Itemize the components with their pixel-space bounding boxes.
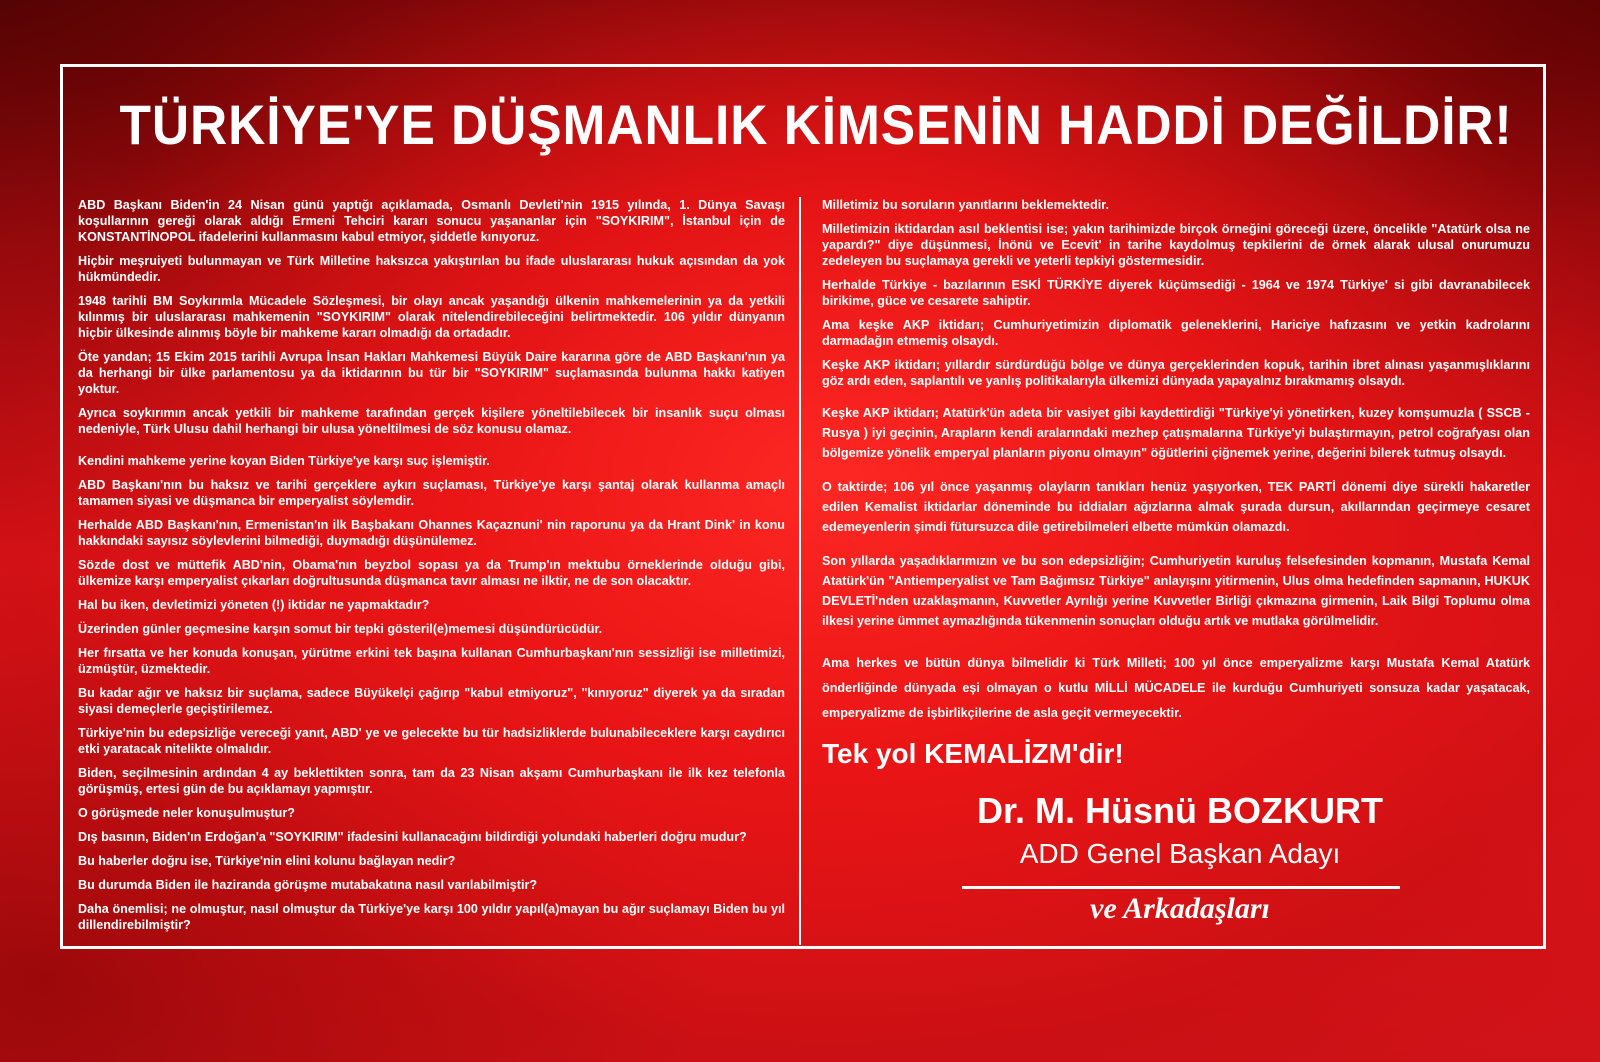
paragraph: 1948 tarihli BM Soykırımla Mücadele Sözleşmesi, bir olayı ancak yaşandığı ülkenin mahkemelerinin ya da yetkili kılınmış bir uluslararası mahkemenin "SOYKIRIM" olarak nitelendirebileceğini belirtmektedir. 106 yıldır dünyanın hiçbir ülkesinde alınmış böyle bir mahkeme kararı olmadığı da ortadadır. (78, 294, 785, 340)
signature-name: Dr. M. Hüsnü BOZKURT (977, 790, 1383, 831)
right-text-column (822, 197, 1530, 734)
paragraph: Bu kadar ağır ve haksız bir suçlama, sadece Büyükelçi çağırıp "kabul etmiyoruz", "kınıyoruz" diyerek ya da sıradan siyasi demeçlerle geçiştirilemez. (78, 686, 785, 716)
left-text-column (78, 197, 785, 941)
paragraph: Herhalde Türkiye - bazılarının ESKİ TÜRKİYE diyerek küçümsediği - 1964 ve 1974 Türkiye' si gibi davranabilecek birikime, güce ve cesarete sahiptir. (822, 278, 1530, 308)
paragraph: Bu haberler doğru ise, Türkiye'nin elini kolunu bağlayan nedir? (78, 854, 456, 868)
paragraph: Her fırsatta ve her konuda konuşan, yürütme erkini tek başına kullanan Cumhurbaşkanı'nın sessizliği ise milletimizi, üzmüştür, üzmektedir. (78, 646, 785, 676)
paragraph: Daha önemlisi; ne olmuştur, nasıl olmuştur da Türkiye'ye karşı 100 yıldır yapıl(a)mayan bu ağır suçlamayı Biden bu yıl dillendirebilmiştir? (78, 902, 785, 932)
paragraph: Üzerinden günler geçmesine karşın somut bir tepki gösteril(e)memesi düşündürücüdür. (78, 622, 603, 636)
paragraph: Milletimizin iktidardan asıl beklentisi ise; yakın tarihimizde birçok örneğini göreceği üzere, öncelikle "Atatürk olsa ne yapardı?" diye düşünmesi, İnönü ve Ecevit' in tarihe kaydolmuş tepkilerini de örnek alarak ulusal onurumuzu zedeleyen bu suçlamaya gerekli ve yeterli tepkiyi göstermesidir. (822, 222, 1530, 268)
paragraph: Milletimiz bu soruların yanıtlarını beklemektedir. (822, 198, 1109, 212)
paragraph: Ama keşke AKP iktidarı; Cumhuriyetimizin diplomatik geleneklerini, Hariciye hafızasını ve yetkin kadrolarını darmadağın etmemiş olsaydı. (822, 318, 1530, 348)
paragraph: Biden, seçilmesinin ardından 4 ay beklettikten sonra, tam da 23 Nisan akşamı Cumhurbaşkanı ile ilk kez telefonla görüşmüş, ertesi gün de bu açıklamayı yapmıştır. (78, 766, 785, 796)
paragraph: Ama herkes ve bütün dünya bilmelidir ki Türk Milleti; 100 yıl önce emperyalizme karşı Mustafa Kemal Atatürk önderliğinde dünyada eşi olmayan o kutlu MİLLİ MÜCADELE ile kurduğu Cumhuriyeti sonsuza kadar yaşatacak, emperyalizme de işbirlikçilerine de asla geçit vermeyecektir. (822, 656, 1530, 720)
paragraph: Son yıllarda yaşadıklarımızın ve bu son edepsizliğin; Cumhuriyetin kuruluş felsefesinden kopmanın, Mustafa Kemal Atatürk'ün "Antiemperyalist ve Tam Bağımsız Türkiye" anlayışını yitirmenin, Ulus olma hedefinden sapmanın, HUKUK DEVLETİ'nden uzaklaşmanın, Kuvvetler Ayrılığı yerine Kuvvetler Birliği çıkmazına girmenin, Laik Bilgi Toplumu olma ilkesi yerine ümmet aymazlığında tükenmenin sonuçları olduğu artık ve mutlaka görülmelidir. (822, 554, 1530, 628)
paragraph: Keşke AKP iktidarı; yıllardır sürdürdüğü bölge ve dünya gerçeklerinden kopuk, tarihin ibret alınası yaşanmışlıklarını göz ardı eden, saplantılı ve yanlış politikalarıyla ülkemizi dünyada yapayalnız bırakmamış olsaydı. (822, 358, 1530, 388)
paragraph: Sözde dost ve müttefik ABD'nin, Obama'nın beyzbol sopası ya da Trump'ın mektubu örneklerinde olduğu gibi, ülkemize karşı emperyalist çıkarları doğrultusunda düşmanca tavır alması ne ilktir, ne de son olacaktır. (78, 558, 785, 588)
paragraph: Hiçbir meşruiyeti bulunmayan ve Türk Milletine haksızca yakıştırılan bu ifade uluslararası hukuk açısından da yok hükmündedir. (78, 254, 785, 284)
paragraph: Dış basının, Biden'ın Erdoğan'a "SOYKIRIM" ifadesini kullanacağını bildirdiği yolundaki haberleri doğru mudur? (78, 830, 747, 844)
paragraph: Ayrıca soykırımın ancak yetkili bir mahkeme tarafından gerçek kişilere yöneltilebilecek bir insanlık suçu olması nedeniyle, Türk Ulusu dahil herhangi bir ulusa yöneltilmesi de söz konusu olamaz. (78, 406, 785, 436)
paragraph: Hal bu iken, devletimizi yöneten (!) iktidar ne yapmaktadır? (78, 598, 430, 612)
paragraph: Herhalde ABD Başkanı'nın, Ermenistan'ın ilk Başbakanı Ohannes Kaçaznuni' nin raporunu ya da Hrant Dink' in konu hakkındaki sayısız söylevlerini bilmediği, duymadığı düşünülemez. (78, 518, 785, 548)
signature-friends: ve Arkadaşları (1090, 892, 1270, 925)
signature-underline (962, 886, 1400, 889)
paragraph: ABD Başkanı'nın bu haksız ve tarihi gerçeklere aykırı suçlaması, Türkiye'ye karşı şantaj olarak kullanma amaçlı tamamen siyasi ve düşmanca bir emperyalist söylemdir. (78, 478, 785, 508)
paragraph: Bu durumda Biden ile haziranda görüşme mutabakatına nasıl varılabilmiştir? (78, 878, 538, 892)
headline: TÜRKİYE'YE DÜŞMANLIK KİMSENİN HADDİ DEĞİLDİR! (119, 93, 1513, 156)
paragraph: Türkiye'nin bu edepsizliğe vereceği yanıt, ABD' ye ve gelecekte bu tür hadsizliklerde bulunabileceklere karşı caydırıcı etki yaratacak nitelikte olmalıdır. (78, 726, 785, 756)
paragraph: Öte yandan; 15 Ekim 2015 tarihli Avrupa İnsan Hakları Mahkemesi Büyük Daire kararına göre de ABD Başkanı'nın ya da herhangi bir ülke parlamentosu ya da iktidarının bu tür bir "SOYKIRIM" suçlamasında bulunma hakkı katiyen yoktur. (78, 350, 785, 396)
paragraph: O taktirde; 106 yıl önce yaşanmış olayların tanıkları henüz yaşıyorken, TEK PARTİ dönemi diye sürekli hakaretler edilen Kemalist iktidarlar döneminde bu iddiaları ağızlarına almak şurada dursun, akıllarından geçirmeye cesaret edemeyenlerin şimdi fütursuzca dile getirebilmeleri elbette mümkün olamazdı. (822, 480, 1530, 534)
paragraph: Keşke AKP iktidarı; Atatürk'ün adeta bir vasiyet gibi kaydettirdiği "Türkiye'yi yönetirken, kuzey komşumuzla ( SSCB - Rusya ) iyi geçinin, Arapların kendi aralarındaki mezhep çatışmalarına Türkiye'yi bulaştırmayın, petrol coğrafyası olan bölgemize yönelik emperyal planların piyonu olmayın" öğütlerini çiğnemek yerine, değerini bilerek tutmuş olsaydı. (822, 406, 1530, 460)
signature-title: ADD Genel Başkan Adayı (1019, 838, 1341, 869)
paragraph: O görüşmede neler konuşulmuştur? (78, 806, 295, 820)
paragraph: Kendini mahkeme yerine koyan Biden Türkiye'ye karşı suç işlemiştir. (78, 454, 490, 468)
slogan: Tek yol KEMALİZM'dir! (822, 738, 1124, 769)
paragraph: ABD Başkanı Biden'in 24 Nisan günü yaptığı açıklamada, Osmanlı Devleti'nin 1915 yılında, 1. Dünya Savaşı koşullarının gereği olarak aldığı Ermeni Tehciri kararı sonucu yaşananlar için "SOYKIRIM", İstanbul için de KONSTANTİNOPOL ifadelerini kullanmasını kabul etmiyor, şiddetle kınıyoruz. (78, 198, 785, 244)
column-divider (799, 197, 801, 945)
